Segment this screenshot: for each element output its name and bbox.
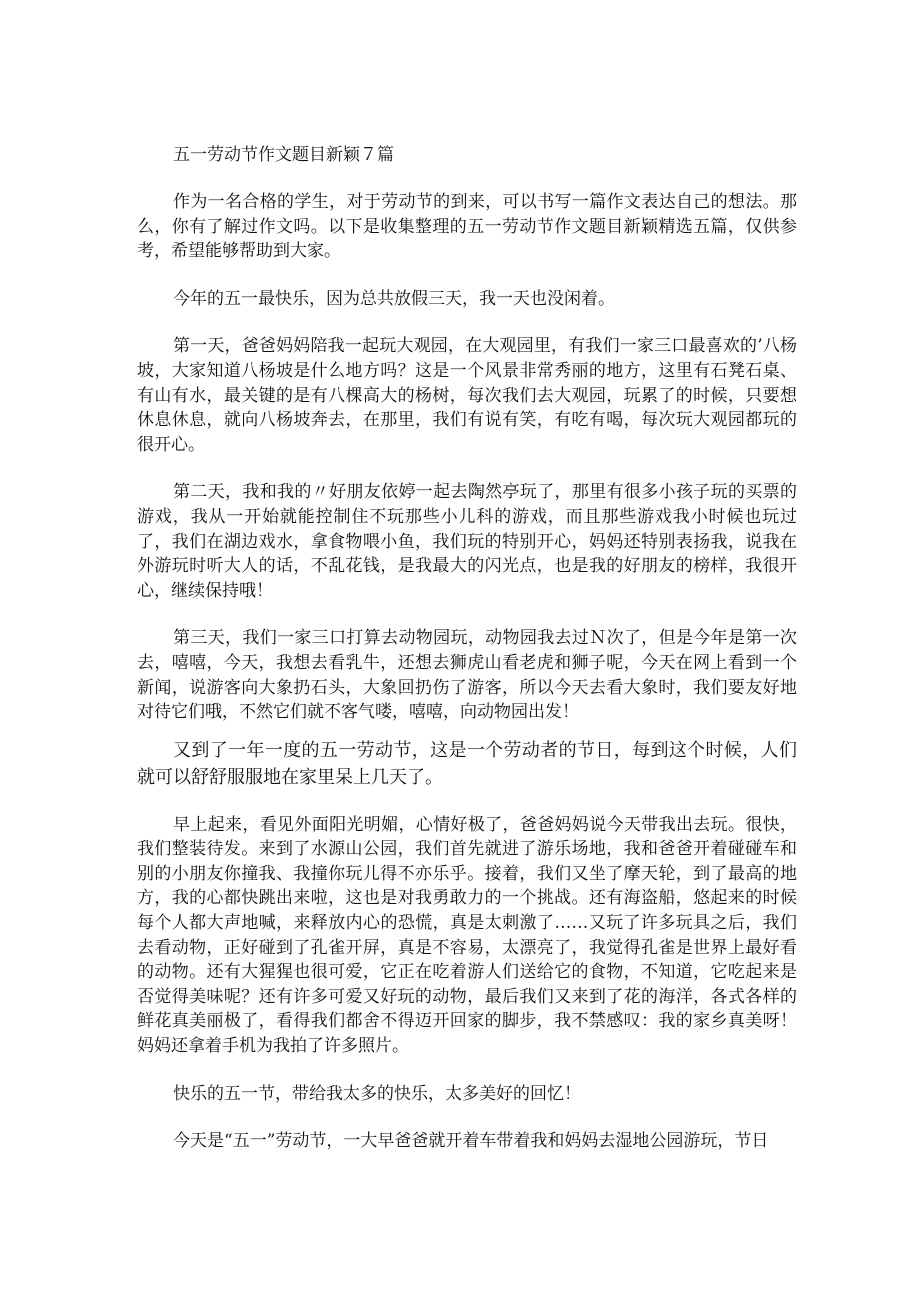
paragraph-third-essay-start: 今天是“五一”劳动节，一大早爸爸就开着车带着我和妈妈去湿地公园游玩，节日 (173, 1131, 769, 1152)
paragraph-second-essay-intro: 又到了一年一度的五一劳动节，这是一个劳动者的节日，每到这个时候，人们就可以舒舒服服地在家里呆上几天了。 (137, 739, 797, 788)
document-title: 五一劳动节作文题目新颖７篇 (173, 145, 394, 165)
paragraph-day-three: 第三天，我们一家三口打算去动物园玩，动物园我去过Ｎ次了，但是今年是第一次去，嘻嘻，今天，我想去看乳牛，还想去狮虎山看老虎和狮子呢，今天在网上看到一个新闻，说游客向大象扔石头，大象回扔伤了游客，所以今天去看大象时，我们要友好地对待它们哦，不然它们就不客气喽，嘻嘻，向动物园出发！ (137, 628, 797, 723)
paragraph-park-trip: 早上起来，看见外面阳光明媚，心情好极了，爸爸妈妈说今天带我出去玩。很快，我们整装待发。来到了水源山公园，我们首先就进了游乐场地，我和爸爸开着碰碰车和别的小朋友你撞我、我撞你玩儿得不亦乐乎。接着，我们又坐了摩天轮，到了最高的地方，我的心都快跳出来啦，这也是对我勇敢力的一个挑战。还有海盗船，悠起来的时候每个人都大声地喊，来释放内心的恐慌，真是太刺激了……又玩了许多玩具之后，我们去看动物，正好碰到了孔雀开屏，真是不容易，太漂亮了，我觉得孔雀是世界上最好看的动物。还有大猩猩也很可爱，它正在吃着游人们送给它的食物，不知道，它吃起来是否觉得美味呢？还有许多可爱又好玩的动物，最后我们又来到了花的海洋，各式各样的鲜花真美丽极了，看得我们都舍不得迈开回家的脚步，我不禁感叹：我的家乡真美呀！妈妈还拿着手机为我拍了许多照片。 (137, 814, 797, 1057)
paragraph-day-one: 第一天，爸爸妈妈陪我一起玩大观园，在大观园里，有我们一家三口最喜欢的’八杨坡，大家知道八杨坡是什么地方吗？这是一个风景非常秀丽的地方，这里有石凳石桌、有山有水，最关键的是有八棵高大的杨树，每次我们去大观园，玩累了的时候，只要想休息休息，就向八杨坡奔去，在那里，我们有说有笑，有吃有喝，每次玩大观园都玩的很开心。 (137, 336, 797, 455)
paragraph-conclusion: 快乐的五一节，带给我太多的快乐，太多美好的回忆！ (173, 1083, 581, 1104)
paragraph-intro: 作为一名合格的学生，对于劳动节的到来，可以书写一篇作文表达自己的想法。那么，你有了解过作文吗。以下是收集整理的五一劳动节作文题目新颖精选五篇，仅供参考，希望能够帮助到大家。 (137, 192, 797, 262)
paragraph-day-two: 第二天，我和我的〃好朋友依婷一起去陶然亭玩了，那里有很多小孩子玩的买票的游戏，我从一开始就能控制住不玩那些小儿科的游戏，而且那些游戏我小时候也玩过了，我们在湖边戏水，拿食物喂小鱼，我们玩的特别开心，妈妈还特别表扬我，说我在外游玩时听大人的话，不乱花钱，是我最大的闪光点，也是我的好朋友的榜样，我很开心，继续保持哦！ (137, 482, 797, 601)
document-body (137, 143, 797, 1154)
paragraph-summary: 今年的五一最快乐，因为总共放假三天，我一天也没闲着。 (173, 288, 615, 309)
